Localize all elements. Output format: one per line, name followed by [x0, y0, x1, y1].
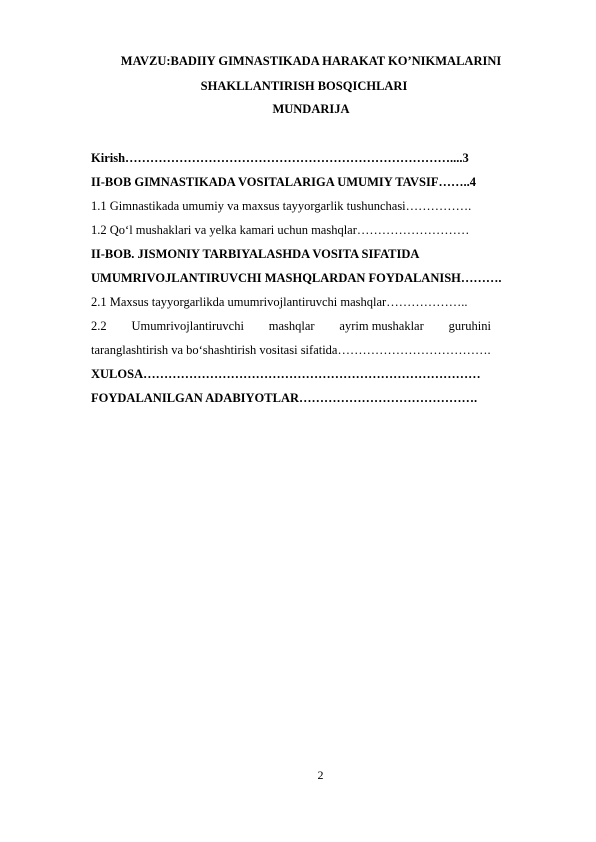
document-title-line1: MAVZU:BADIIY GIMNASTIKADA HARAKAT KO’NIKMALARINI [120, 54, 502, 68]
toc-entry-adabiyotlar: FOYDALANILGAN ADABIYOTLAR……………………………………. [91, 391, 478, 405]
page-number: 2 [317, 768, 324, 782]
toc-entry-2-1: 2.1 Maxsus tayyorgarlikda umumrivojlantiruvchi mashqlar……………….. [91, 295, 468, 309]
toc-entry-2-2-line2: taranglashtirish va bo‘shashtirish vositasi sifatida………………………………. [91, 343, 491, 357]
toc-entry-1-2: 1.2 Qo‘l mushaklari va yelka kamari uchun mashqlar……………………… [91, 223, 470, 237]
toc-entry-2-2-word: 2.2 [91, 319, 107, 333]
toc-entry-1-1: 1.1 Gimnastikada umumiy va maxsus tayyorgarlik tushunchasi……………. [91, 199, 472, 213]
toc-entry-2-2-word: ayrim mushaklar [339, 319, 424, 333]
toc-entry-xulosa: XULOSA……………………………………………………………………… [91, 367, 481, 381]
toc-entry-2-2-line1 [91, 320, 491, 333]
toc-entry-2-2-word: guruhini [448, 319, 491, 333]
document-title-line2: SHAKLLANTIRISH BOSQICHLARI [200, 79, 408, 93]
toc-entry-2-2-word: Umumrivojlantiruvchi [131, 319, 244, 333]
toc-entry-chapter-2b-line2: UMUMRIVOJLANTIRUVCHI MASHQLARDAN FOYDALANISH………. [91, 271, 502, 285]
toc-entry-kirish: Kirish……………………………………………………………………....3 [91, 151, 469, 165]
toc-heading: MUNDARIJA [272, 102, 350, 116]
toc-entry-chapter-2b-line1: II-BOB. JISMONIY TARBIYALASHDA VOSITA SIFATIDA [91, 247, 420, 261]
toc-entry-2-2-word: mashqlar [268, 319, 315, 333]
toc-entry-chapter-2a: II-BOB GIMNASTIKADA VOSITALARIGA UMUMIY TAVSIF……..4 [91, 175, 476, 189]
